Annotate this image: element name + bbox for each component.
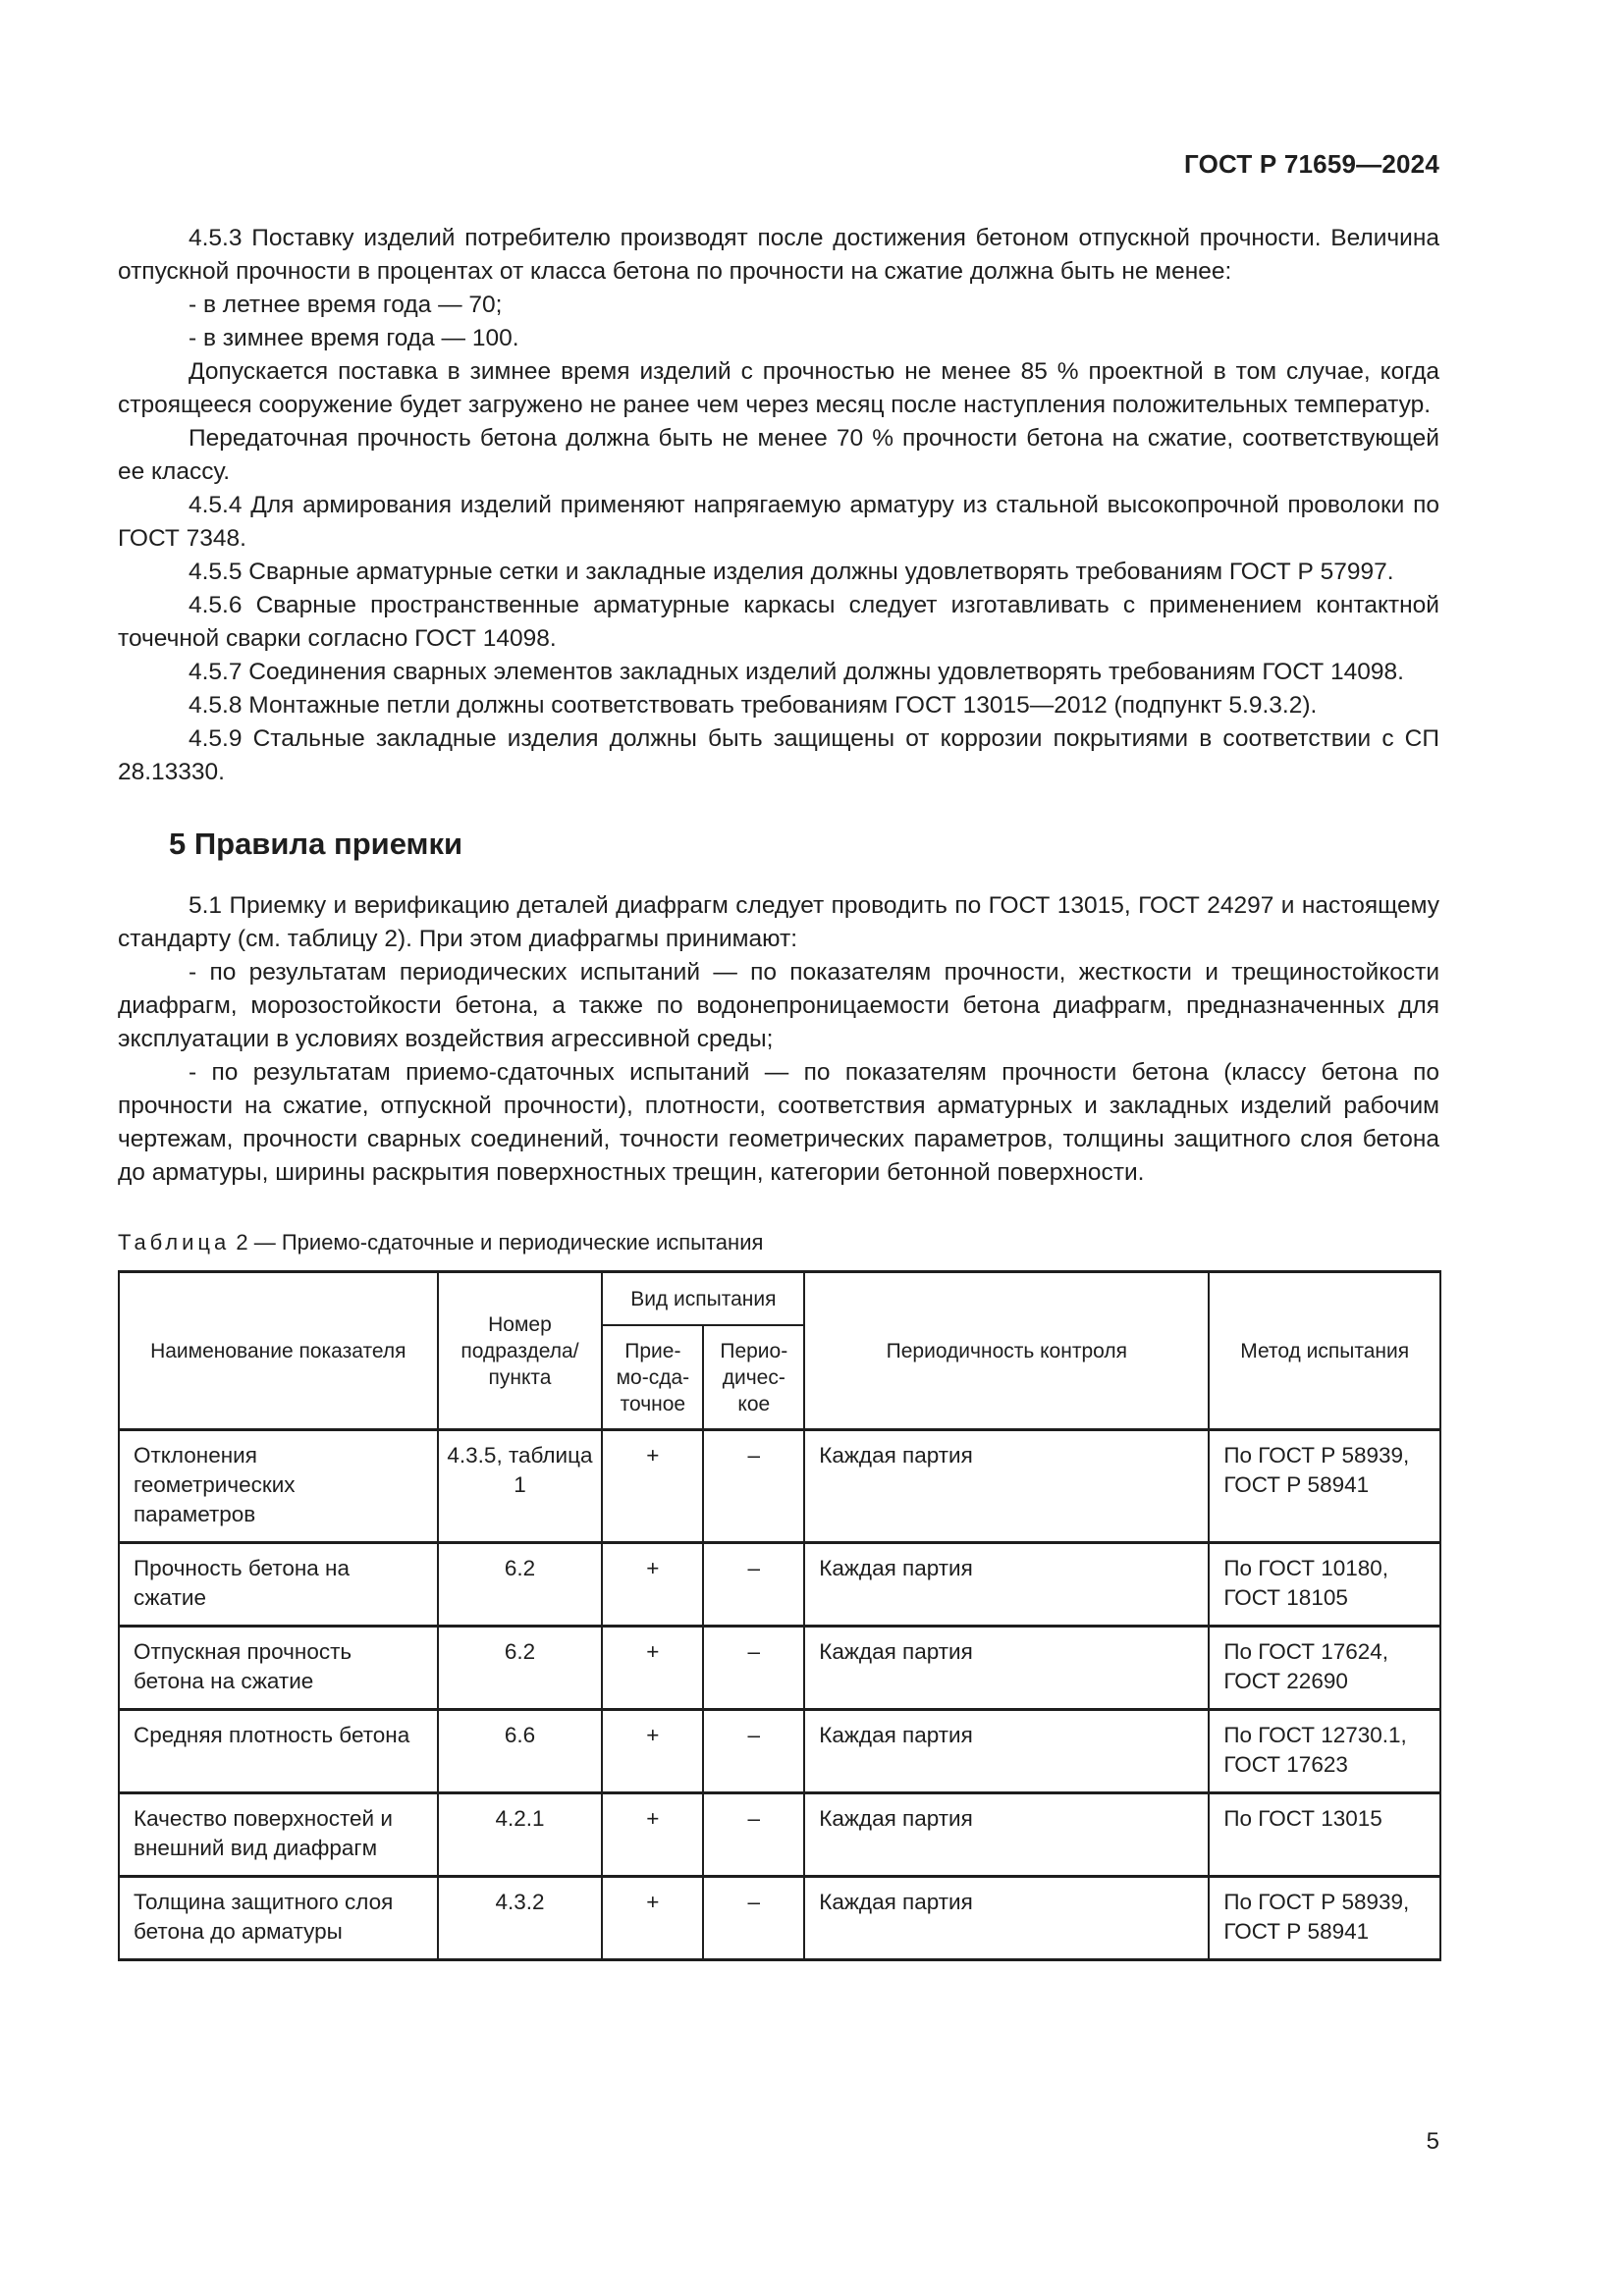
list-item-summer: - в летнее время года — 70; bbox=[189, 292, 503, 318]
cell-acceptance: + bbox=[602, 1793, 703, 1877]
paragraph-4-5-9: 4.5.9 Стальные закладные изделия должны быть защищены от коррозии покрытиями в соответствии с СП 28.13330. bbox=[118, 725, 1439, 785]
section-title: 5 Правила приемки bbox=[169, 827, 463, 861]
cell-acceptance: + bbox=[602, 1877, 703, 1960]
paragraph-5-1: 5.1 Приемку и верификацию деталей диафрагм следует проводить по ГОСТ 13015, ГОСТ 24297 и настоящему стандарту (см. таблицу 2). При этом диафрагмы принимают: bbox=[118, 892, 1439, 952]
acceptance-tests-table bbox=[118, 1270, 1441, 1961]
cell-frequency: Каждая партия bbox=[804, 1877, 1209, 1960]
cell-acceptance: + bbox=[602, 1430, 703, 1543]
header-number: Номер подраздела/ пункта bbox=[438, 1272, 603, 1430]
page-content bbox=[118, 222, 1439, 1961]
table-row bbox=[119, 1710, 1440, 1793]
table-row bbox=[119, 1793, 1440, 1877]
header-method: Метод испытания bbox=[1209, 1272, 1440, 1430]
table-caption-text: 2 — Приемо-сдаточные и периодические испытания bbox=[236, 1230, 764, 1255]
cell-acceptance: + bbox=[602, 1710, 703, 1793]
cell-method: По ГОСТ 13015 bbox=[1209, 1793, 1440, 1877]
cell-name: Качество поверхностей и внешний вид диафрагм bbox=[119, 1793, 438, 1877]
cell-periodic: – bbox=[703, 1430, 804, 1543]
table-caption-word: Таблица bbox=[118, 1230, 231, 1255]
paragraph-4-5-7: 4.5.7 Соединения сварных элементов закладных изделий должны удовлетворять требованиям ГОСТ 14098. bbox=[189, 659, 1404, 685]
document-code: ГОСТ Р 71659—2024 bbox=[1184, 149, 1439, 179]
cell-number: 4.2.1 bbox=[438, 1793, 603, 1877]
cell-acceptance: + bbox=[602, 1627, 703, 1710]
paragraph-transfer-strength: Передаточная прочность бетона должна быть не менее 70 % прочности бетона на сжатие, соответствующей ее классу. bbox=[118, 425, 1439, 485]
cell-number: 6.2 bbox=[438, 1543, 603, 1627]
cell-method: По ГОСТ 17624, ГОСТ 22690 bbox=[1209, 1627, 1440, 1710]
paragraph-4-5-3: 4.5.3 Поставку изделий потребителю производят после достижения бетоном отпускной прочности. Величина отпускной прочности в процентах от класса бетона по прочности на сжатие должна быть не менее: bbox=[118, 225, 1439, 285]
cell-frequency: Каждая партия bbox=[804, 1793, 1209, 1877]
cell-periodic: – bbox=[703, 1793, 804, 1877]
header-periodic: Перио- дичес- кое bbox=[703, 1325, 804, 1430]
cell-name: Толщина защитного слоя бетона до арматуры bbox=[119, 1877, 438, 1960]
header-test-type: Вид испытания bbox=[602, 1272, 804, 1326]
cell-number: 6.2 bbox=[438, 1627, 603, 1710]
cell-name: Средняя плотность бетона bbox=[119, 1710, 438, 1793]
table-caption bbox=[118, 1229, 1439, 1256]
cell-periodic: – bbox=[703, 1627, 804, 1710]
cell-periodic: – bbox=[703, 1877, 804, 1960]
cell-number: 4.3.5, таблица 1 bbox=[438, 1430, 603, 1543]
cell-name: Отпускная прочность бетона на сжатие bbox=[119, 1627, 438, 1710]
table-row bbox=[119, 1430, 1440, 1543]
paragraph-4-5-8: 4.5.8 Монтажные петли должны соответствовать требованиям ГОСТ 13015—2012 (подпункт 5.9.3.2). bbox=[189, 692, 1318, 719]
header-frequency: Периодичность контроля bbox=[804, 1272, 1209, 1430]
table-row bbox=[119, 1877, 1440, 1960]
cell-name: Прочность бетона на сжатие bbox=[119, 1543, 438, 1627]
cell-frequency: Каждая партия bbox=[804, 1710, 1209, 1793]
list-item-acceptance: - по результатам приемо-сдаточных испытаний — по показателям прочности бетона (классу бетона по прочности на сжатие, отпускной прочности), плотности, соответствия арматурных и закладных изделий рабочим чертежам, прочности сварных соединений, точности геометрических параметров, толщины защитного слоя бетона до арматуры, ширины раскрытия поверхностных трещин, категории бетонной поверхности. bbox=[118, 1059, 1439, 1186]
cell-name: Отклонения геометрических параметров bbox=[119, 1430, 438, 1543]
cell-method: По ГОСТ Р 58939, ГОСТ Р 58941 bbox=[1209, 1430, 1440, 1543]
table-row bbox=[119, 1543, 1440, 1627]
cell-number: 6.6 bbox=[438, 1710, 603, 1793]
cell-frequency: Каждая партия bbox=[804, 1627, 1209, 1710]
cell-number: 4.3.2 bbox=[438, 1877, 603, 1960]
list-item-periodic: - по результатам периодических испытаний — по показателям прочности, жесткости и трещиностойкости диафрагм, морозостойкости бетона, а также по водонепроницаемости бетона диафрагм, предназначенных для эксплуатации в условиях воздействия агрессивной среды; bbox=[118, 959, 1439, 1052]
cell-frequency: Каждая партия bbox=[804, 1543, 1209, 1627]
cell-acceptance: + bbox=[602, 1543, 703, 1627]
table-row bbox=[119, 1627, 1440, 1710]
cell-frequency: Каждая партия bbox=[804, 1430, 1209, 1543]
paragraph-4-5-6: 4.5.6 Сварные пространственные арматурные каркасы следует изготавливать с применением контактной точечной сварки согласно ГОСТ 14098. bbox=[118, 592, 1439, 652]
paragraph-winter-delivery: Допускается поставка в зимнее время изделий с прочностью не менее 85 % проектной в том случае, когда строящееся сооружение будет загружено не ранее чем через месяц после наступления положительных температур. bbox=[118, 358, 1439, 418]
page-number: 5 bbox=[1426, 2128, 1439, 2155]
header-name: Наименование показателя bbox=[119, 1272, 438, 1430]
cell-periodic: – bbox=[703, 1710, 804, 1793]
list-item-winter: - в зимнее время года — 100. bbox=[189, 325, 519, 351]
header-acceptance: Прие- мо-сда- точное bbox=[602, 1325, 703, 1430]
cell-method: По ГОСТ Р 58939, ГОСТ Р 58941 bbox=[1209, 1877, 1440, 1960]
cell-periodic: – bbox=[703, 1543, 804, 1627]
cell-method: По ГОСТ 12730.1, ГОСТ 17623 bbox=[1209, 1710, 1440, 1793]
cell-method: По ГОСТ 10180, ГОСТ 18105 bbox=[1209, 1543, 1440, 1627]
paragraph-4-5-5: 4.5.5 Сварные арматурные сетки и закладные изделия должны удовлетворять требованиям ГОСТ Р 57997. bbox=[189, 559, 1394, 585]
paragraph-4-5-4: 4.5.4 Для армирования изделий применяют напрягаемую арматуру из стальной высокопрочной проволоки по ГОСТ 7348. bbox=[118, 492, 1439, 552]
